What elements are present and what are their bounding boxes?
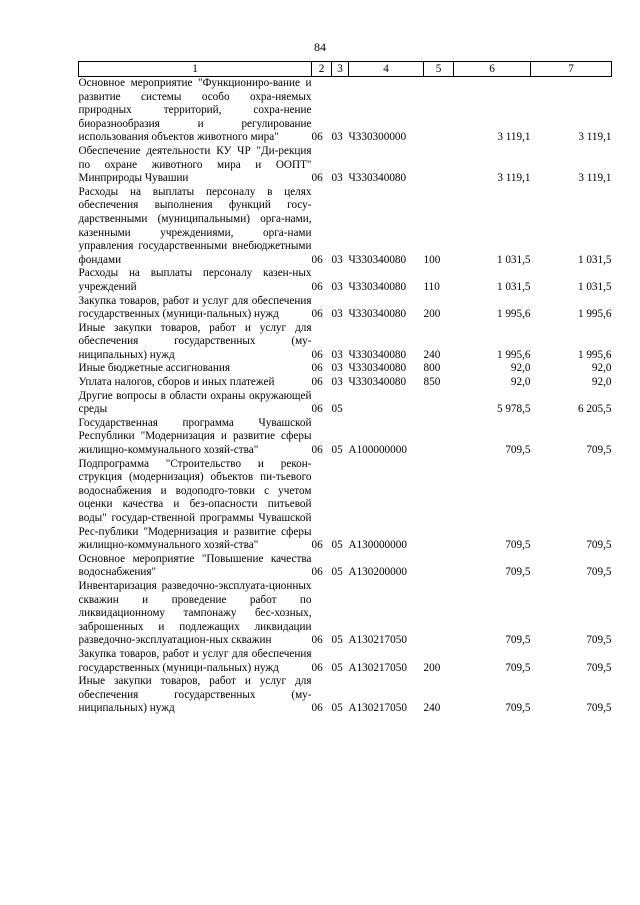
section-code-cell: 06 <box>311 376 323 389</box>
target-article-cell: Ч330340080 <box>348 362 407 375</box>
expense-type-cell: 240 <box>423 348 441 361</box>
section-code-cell: 06 <box>311 280 323 293</box>
amount-year1-cell: 709,5 <box>505 634 531 647</box>
table-row <box>79 458 612 553</box>
row-name-cell: Обеспечение деятельности КУ ЧР "Ди-рекция по охране животного мира и ООПТ" Минприроды Чувашии <box>78 144 312 185</box>
table-row <box>79 186 612 268</box>
row-name-cell: Иные бюджетные ассигнования <box>78 362 230 375</box>
header-col-4: 4 <box>349 62 424 77</box>
amount-year2-cell: 92,0 <box>591 362 612 375</box>
row-name-cell: Расходы на выплаты персоналу в целях обеспечения выполнения функций госу-дарственными (муниципальными) орга-нами, казенными учреждениями, орга-нами управления государственными внебюджетными фондами <box>78 185 312 266</box>
section-code-cell: 06 <box>311 566 323 579</box>
amount-year1-cell: 3 119,1 <box>497 172 531 185</box>
row-name-cell: Другие вопросы в области охраны окружающей среды <box>78 389 312 416</box>
target-article-cell: Ч330340080 <box>348 172 407 185</box>
section-code-cell: 06 <box>311 444 323 457</box>
subsection-code-cell: 05 <box>331 634 343 647</box>
amount-year2-cell: 6 205,5 <box>577 403 612 416</box>
target-article-cell: Ч330300000 <box>348 131 407 144</box>
row-name-cell: Государственная программа Чувашской Республики "Модернизация и развитие сферы жилищно-коммунального хозяй-ства" <box>78 416 312 457</box>
amount-year2-cell: 1 031,5 <box>577 253 612 266</box>
amount-year2-cell: 3 119,1 <box>578 172 612 185</box>
header-col-6: 6 <box>454 62 531 77</box>
section-code-cell: 06 <box>311 253 323 266</box>
table-row <box>79 295 612 322</box>
table-row <box>79 376 612 390</box>
subsection-code-cell: 03 <box>331 131 343 144</box>
table-row <box>79 322 612 363</box>
row-name-cell: Закупка товаров, работ и услуг для обеспечения государственных (муници-пальных) нужд <box>78 647 312 674</box>
row-name-cell: Расходы на выплаты персоналу казен-ных учреждений <box>78 267 312 293</box>
target-article-cell: А130217050 <box>348 661 407 674</box>
amount-year2-cell: 1 995,6 <box>577 348 612 361</box>
section-code-cell: 06 <box>311 172 323 185</box>
subsection-code-cell: 03 <box>331 362 343 375</box>
amount-year2-cell: 3 119,1 <box>578 131 612 144</box>
amount-year1-cell: 709,5 <box>505 566 531 579</box>
subsection-code-cell: 05 <box>331 444 343 457</box>
section-code-cell: 06 <box>311 362 323 375</box>
subsection-code-cell: 03 <box>331 308 343 321</box>
page-number: 84 <box>314 40 326 54</box>
header-col-3: 3 <box>332 62 349 77</box>
amount-year1-cell: 92,0 <box>510 376 531 389</box>
expense-type-cell <box>424 390 454 417</box>
target-article-cell: А100000000 <box>348 444 407 457</box>
row-name-cell: Уплата налогов, сборов и иных платежей <box>78 376 275 389</box>
amount-year1-cell: 1 995,6 <box>496 308 531 321</box>
expense-type-cell <box>424 145 454 186</box>
subsection-code-cell: 03 <box>331 253 343 266</box>
header-col-7: 7 <box>531 62 612 77</box>
expense-type-cell: 240 <box>423 702 441 715</box>
amount-year2-cell: 1 995,6 <box>577 308 612 321</box>
row-name-cell: Закупка товаров, работ и услуг для обеспечения государственных (муници-пальных) нужд <box>78 294 312 321</box>
table-row <box>79 145 612 186</box>
amount-year1-cell: 709,5 <box>505 539 531 552</box>
table-row <box>79 648 612 675</box>
amount-year2-cell: 709,5 <box>586 702 612 715</box>
expense-type-cell: 200 <box>423 661 441 674</box>
table-row <box>79 553 612 580</box>
header-col-2: 2 <box>312 62 332 77</box>
target-article-cell: А130217050 <box>348 634 407 647</box>
table-row <box>79 390 612 417</box>
amount-year1-cell: 92,0 <box>510 362 531 375</box>
amount-year1-cell: 1 031,5 <box>496 280 531 293</box>
row-name-cell: Основное мероприятие "Функциониро-вание и развитие системы особо охра-няемых природных территорий, сохра-нение биоразнообразия и регулирование использования объектов животного мира" <box>78 77 312 144</box>
row-name-cell: Подпрограмма "Строительство и рекон-струкция (модернизация) объектов пи-тьевого водоснабжения и водоподго-товки с учетом оценки качества и без-опасности питьевой воды" государ-ственной программы Чувашской Рес-публики "Модернизация и развитие сферы жилищно-коммунального хозяй-ства" <box>78 457 312 552</box>
expense-type-cell: 100 <box>423 253 441 266</box>
table-header-row <box>79 62 612 77</box>
target-article-cell: Ч330340080 <box>348 308 407 321</box>
expense-type-cell <box>424 553 454 580</box>
amount-year2-cell: 709,5 <box>586 634 612 647</box>
subsection-code-cell: 05 <box>331 539 343 552</box>
target-article-cell: Ч330340080 <box>348 376 407 389</box>
subsection-code-cell: 05 <box>331 403 343 416</box>
section-code-cell: 06 <box>311 702 323 715</box>
row-name-cell: Основное мероприятие "Повышение качества водоснабжения" <box>78 552 312 579</box>
target-article-cell: Ч330340080 <box>348 348 407 361</box>
table-row <box>79 362 612 376</box>
header-col-1: 1 <box>79 62 312 77</box>
section-code-cell: 06 <box>311 403 323 416</box>
expense-type-cell <box>424 580 454 648</box>
target-article-cell: Ч330340080 <box>348 253 407 266</box>
expense-type-cell: 800 <box>423 362 441 375</box>
expense-type-cell <box>424 458 454 553</box>
section-code-cell: 06 <box>311 308 323 321</box>
subsection-code-cell: 05 <box>331 661 343 674</box>
target-article-cell: А130000000 <box>348 539 407 552</box>
target-article-cell: А130217050 <box>348 702 407 715</box>
expense-type-cell: 850 <box>423 376 441 389</box>
row-name-cell: Иные закупки товаров, работ и услуг для обеспечения государственных (му-ниципальных) нужд <box>78 321 312 361</box>
amount-year2-cell: 709,5 <box>586 566 612 579</box>
table-row <box>79 675 612 716</box>
target-article-cell: А130200000 <box>348 566 407 579</box>
expense-type-cell <box>424 77 454 145</box>
subsection-code-cell: 03 <box>331 280 343 293</box>
amount-year2-cell: 709,5 <box>586 444 612 457</box>
budget-table <box>78 61 612 716</box>
amount-year2-cell: 709,5 <box>586 539 612 552</box>
amount-year1-cell: 5 978,5 <box>496 403 531 416</box>
row-name-cell: Инвентаризация разведочно-эксплуата-ционных скважин и проведение работ по ликвидационному тампонажу бес-хозных, заброшенных и подлежащих ликвидации разведочно-эксплуатацион-ных скважин <box>78 579 312 647</box>
amount-year1-cell: 1 995,6 <box>496 348 531 361</box>
section-code-cell: 06 <box>311 661 323 674</box>
amount-year1-cell: 709,5 <box>505 444 531 457</box>
table-row <box>79 580 612 648</box>
amount-year1-cell: 3 119,1 <box>497 131 531 144</box>
subsection-code-cell: 05 <box>331 566 343 579</box>
table-row <box>79 267 612 294</box>
section-code-cell: 06 <box>311 348 323 361</box>
amount-year1-cell: 709,5 <box>505 702 531 715</box>
subsection-code-cell: 03 <box>331 172 343 185</box>
amount-year2-cell: 1 031,5 <box>577 280 612 293</box>
amount-year2-cell: 709,5 <box>586 661 612 674</box>
header-col-5: 5 <box>424 62 454 77</box>
amount-year1-cell: 709,5 <box>505 661 531 674</box>
expense-type-cell: 110 <box>423 280 440 293</box>
section-code-cell: 06 <box>311 131 323 144</box>
section-code-cell: 06 <box>311 634 323 647</box>
table-row <box>79 417 612 458</box>
row-name-cell: Иные закупки товаров, работ и услуг для обеспечения государственных (му-ниципальных) нужд <box>78 675 312 715</box>
amount-year2-cell: 92,0 <box>591 376 612 389</box>
subsection-code-cell: 03 <box>331 376 343 389</box>
subsection-code-cell: 03 <box>331 348 343 361</box>
expense-type-cell <box>424 417 454 458</box>
table-row <box>79 77 612 145</box>
amount-year1-cell: 1 031,5 <box>496 253 531 266</box>
expense-type-cell: 200 <box>423 308 441 321</box>
subsection-code-cell: 05 <box>331 702 343 715</box>
target-article-cell: Ч330340080 <box>348 280 407 293</box>
section-code-cell: 06 <box>311 539 323 552</box>
target-article-cell <box>349 390 424 417</box>
